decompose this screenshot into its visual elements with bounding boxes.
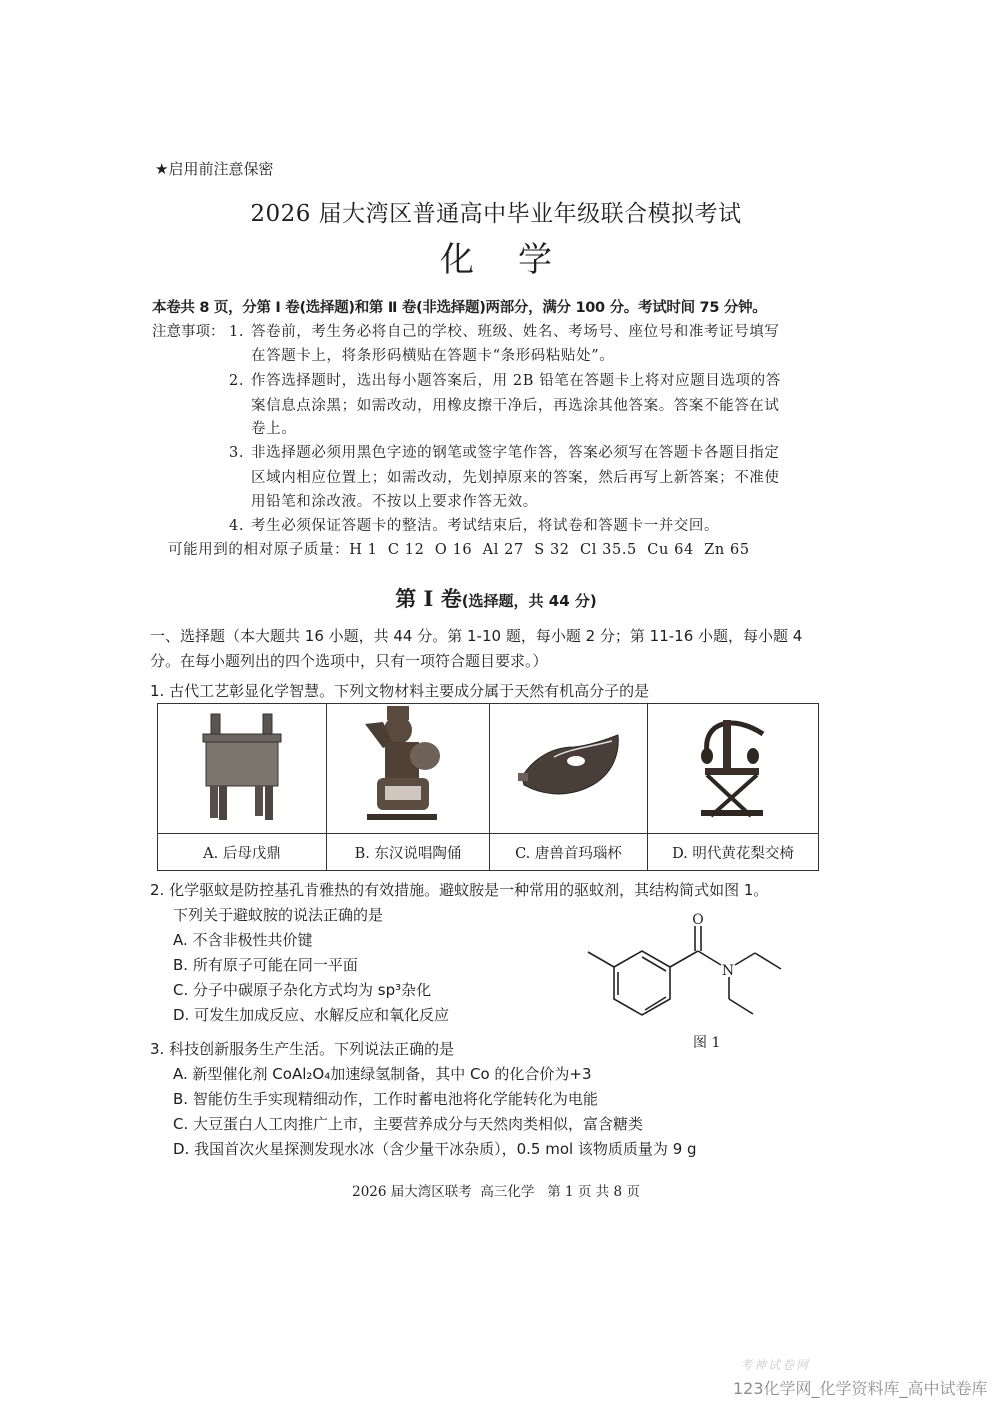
question-3-stem: 3. 科技创新服务生产生活。下列说法正确的是 [150, 1040, 455, 1058]
option-d-label: D. 明代黄花梨交椅 [648, 834, 819, 871]
nitrogen-atom-label: N [721, 963, 735, 979]
watermark-logo-text: 考神试卷网 [740, 1358, 811, 1372]
note-2-line-2: 案信息点涂黑；如需改动，用橡皮擦干净后，再选涂其他答案。答案不能答在试 [251, 398, 780, 414]
option-a-label: A. 后母戊鼎 [158, 834, 327, 871]
option-b-label: B. 东汉说唱陶俑 [327, 834, 490, 871]
folding-chair-icon [693, 712, 773, 822]
part-heading-line-1: 一、选择题（本大题共 16 小题，共 44 分。第 1-10 题，每小题 2 分；第 11-16 小题，每小题 4 [150, 627, 803, 645]
question-2-option-c: C. 分子中碳原子杂化方式均为 sp³杂化 [173, 981, 432, 999]
oxygen-atom-label: O [692, 912, 704, 928]
option-c-image [490, 704, 648, 834]
section-title: 第 I 卷(选择题，共 44 分) [395, 586, 597, 611]
note-3-line-1: 3. 非选择题必须用黑色字迹的钢笔或签字笔作答，答案必须写在答题卡各题目指定 [229, 445, 780, 461]
question-2-stem-line-1: 2. 化学驱蚊是防控基孔肯雅热的有效措施。避蚊胺是一种常用的驱蚊剂，其结构简式如图 1。 [150, 881, 769, 899]
deet-structure-diagram [580, 910, 800, 1035]
note-1-line-2: 在答题卡上，将条形码横贴在答题卡“条形码粘贴处”。 [251, 348, 615, 364]
question-2-stem-line-2: 下列关于避蚊胺的说法正确的是 [173, 906, 384, 924]
agate-cup-icon [514, 727, 624, 807]
note-1-line-1: 1. 答卷前，考生务必将自己的学校、班级、姓名、考场号、座位号和准考证号填写 [229, 324, 780, 340]
atomic-masses: 可能用到的相对原子质量：H 1 C 12 O 16 Al 27 S 32 Cl 35.5 Cu 64 Zn 65 [168, 542, 750, 558]
watermark-site-text: 123化学网_化学资料库_高中试卷库 [733, 1379, 988, 1398]
question-2-option-d: D. 可发生加成反应、水解反应和氧化反应 [173, 1006, 450, 1024]
question-3-option-c: C. 大豆蛋白人工肉推广上市，主要营养成分与天然肉类相似，富含糖类 [173, 1115, 644, 1133]
question-2-option-a: A. 不含非极性共价键 [173, 931, 313, 949]
subject-title [0, 232, 992, 281]
question-2-option-b: B. 所有原子可能在同一平面 [173, 956, 358, 974]
question-1-options-table [157, 703, 819, 871]
note-3-line-2: 区域内相应位置上；如需改动，先划掉原来的答案，然后再写上新答案；不准使 [251, 470, 780, 486]
option-a-image [158, 704, 327, 834]
option-b-image [327, 704, 490, 834]
exam-title: 2026 届大湾区普通高中毕业年级联合模拟考试 [250, 201, 742, 227]
question-1-stem: 1. 古代工艺彰显化学智慧。下列文物材料主要成分属于天然有机高分子的是 [150, 682, 650, 700]
note-4-line-1: 4. 考生必须保证答题卡的整洁。考试结束后，将试卷和答题卡一并交回。 [229, 518, 720, 534]
subject-char-2: 学 [518, 240, 552, 280]
bronze-ding-icon [197, 712, 287, 822]
note-3-line-3: 用铅笔和涂改液。不按以上要求作答无效。 [251, 494, 538, 510]
question-3-option-a: A. 新型催化剂 CoAl₂O₄加速绿氢制备，其中 Co 的化合价为+3 [173, 1065, 592, 1083]
notes-label: 注意事项： [152, 324, 225, 340]
subject-char-1: 化 [440, 240, 474, 280]
note-2-line-3: 卷上。 [251, 421, 297, 437]
question-3-option-d: D. 我国首次火星探测发现水冰（含少量干冰杂质），0.5 mol 该物质质量为 9 g [173, 1140, 697, 1158]
pottery-figurine-icon [353, 704, 463, 829]
exam-intro: 本卷共 8 页，分第 Ⅰ 卷(选择题)和第 Ⅱ 卷(非选择题)两部分，满分 100 分。考试时间 75 分钟。 [152, 300, 767, 316]
figure-1-label: 图 1 [693, 1035, 721, 1051]
page-footer: 2026 届大湾区联考 高三化学 第 1 页 共 8 页 [352, 1184, 640, 1200]
question-3-option-b: B. 智能仿生手实现精细动作，工作时蓄电池将化学能转化为电能 [173, 1090, 598, 1108]
option-c-label: C. 唐兽首玛瑙杯 [490, 834, 648, 871]
option-d-image [648, 704, 819, 834]
note-2-line-1: 2. 作答选择题时，选出每小题答案后，用 2B 铅笔在答题卡上将对应题目选项的答 [229, 373, 781, 389]
part-heading-line-2: 分。在每小题列出的四个选项中，只有一项符合题目要求。） [150, 652, 548, 670]
confidential-notice: ★启用前注意保密 [155, 160, 274, 178]
